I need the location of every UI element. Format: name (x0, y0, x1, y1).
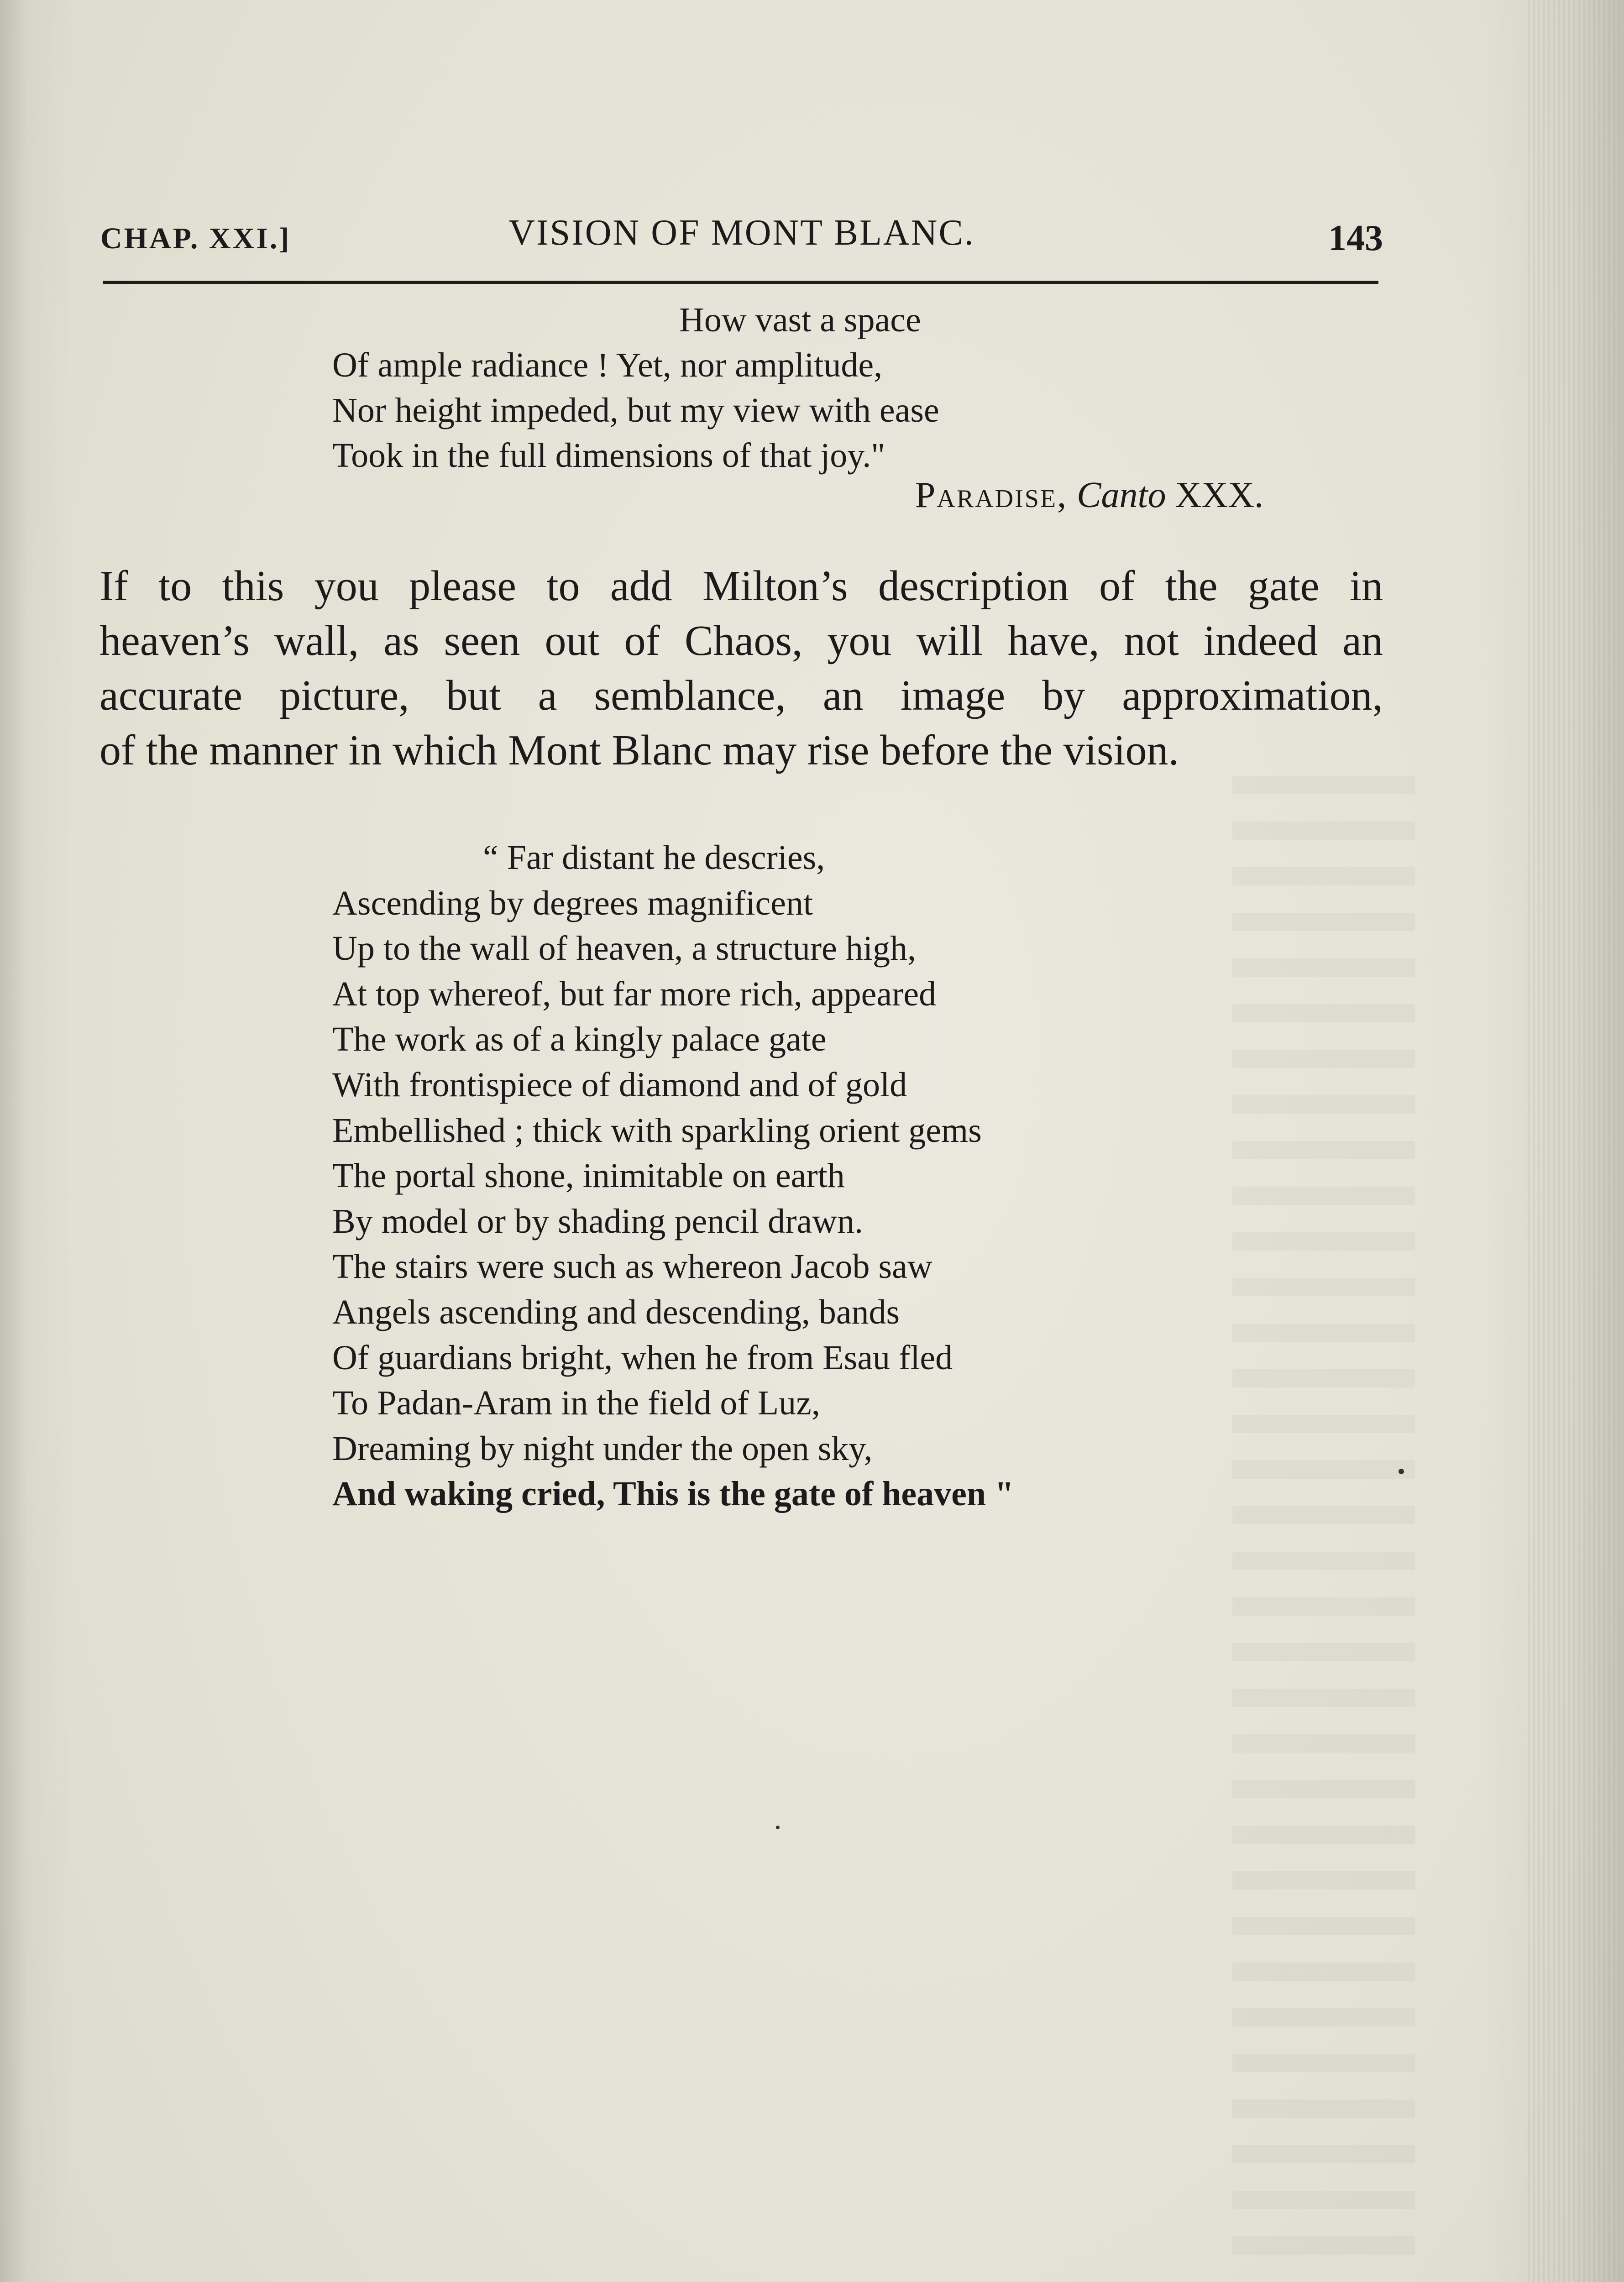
attribution-number: XXX. (1175, 475, 1263, 515)
verse-line: Took in the full dimensions of that joy." (332, 436, 885, 475)
page-number: 143 (1328, 218, 1383, 258)
verse-line: Nor height impeded, but my view with ease (332, 391, 939, 429)
paragraph-line: If to this you please to add Milton’s description of the gate in (100, 562, 1383, 610)
verse-line: Of guardians bright, when he from Esau fled (332, 1338, 953, 1377)
verse-line: Up to the wall of heaven, a structure high, (332, 929, 916, 968)
verse-line: Of ample radiance ! Yet, nor amplitude, (332, 346, 883, 384)
header-rule (103, 281, 1378, 284)
ink-speck (776, 1826, 780, 1829)
verse-line: And waking cried, This is the gate of heaven " (332, 1475, 1014, 1513)
milton-quotation (332, 835, 1291, 1517)
running-header (100, 208, 1383, 262)
verse-line: Embellished ; thick with sparkling orient gems (332, 1111, 982, 1150)
quotation-attribution (915, 475, 1263, 516)
verse-line: Angels ascending and descending, bands (332, 1293, 900, 1331)
verse-line: By model or by shading pencil drawn. (332, 1202, 864, 1240)
verse-line: Dreaming by night under the open sky, (332, 1429, 873, 1468)
paragraph-line: accurate picture, but a semblance, an image by approximation, (100, 672, 1383, 719)
verse-line: The stairs were such as whereon Jacob saw (332, 1247, 932, 1286)
paragraph-line: heaven’s wall, as seen out of Chaos, you will have, not indeed an (100, 617, 1383, 665)
verse-line: The portal shone, inimitable on earth (332, 1157, 845, 1195)
page-edge-shading (1528, 0, 1624, 2282)
verse-line: Ascending by degrees magnificent (332, 884, 813, 922)
paragraph-line: of the manner in which Mont Blanc may rise before the vision. (100, 727, 1179, 774)
body-paragraph (100, 559, 1383, 778)
verse-line: To Padan-Aram in the field of Luz, (332, 1384, 820, 1423)
verse-line: The work as of a kingly palace gate (332, 1020, 827, 1059)
attribution-canto: Canto (1077, 475, 1166, 515)
verse-line: At top whereof, but far more rich, appeared (332, 974, 937, 1013)
verse-line: With frontispiece of diamond and of gold (332, 1065, 907, 1104)
running-title: VISION OF MONT BLANC. (508, 213, 975, 253)
verse-line: “ Far distant he descries, (483, 838, 825, 877)
dante-quotation (332, 298, 1291, 478)
attribution-source: Paradise, (915, 475, 1068, 515)
chapter-label: CHAP. XXI.] (100, 222, 291, 255)
verse-line: How vast a space (679, 301, 921, 339)
ink-speck (1399, 1469, 1404, 1474)
